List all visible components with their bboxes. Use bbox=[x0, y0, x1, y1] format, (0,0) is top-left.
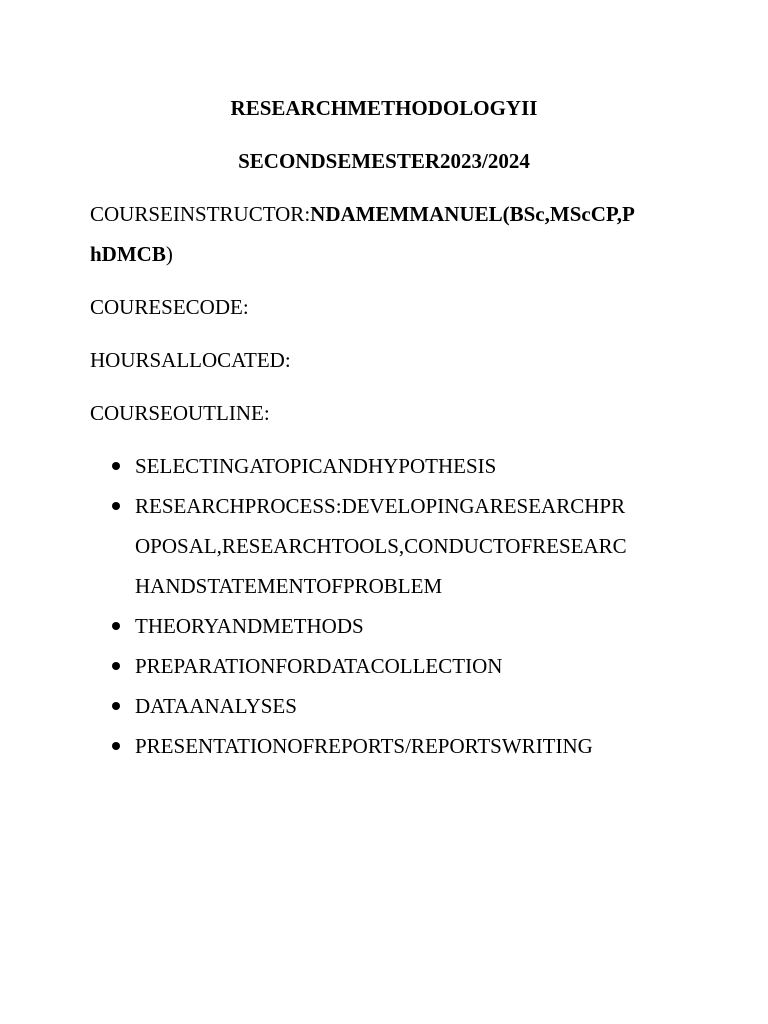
list-item-text: DATAANALYSES bbox=[135, 694, 297, 718]
course-outline-label: COURSEOUTLINE: bbox=[90, 401, 270, 425]
bullet-icon bbox=[112, 742, 120, 750]
course-instructor-name: NDAMEMMANUEL(BSc,MScCP,P bbox=[310, 202, 635, 226]
list-item-text: PRESENTATIONOFREPORTS/REPORTSWRITING bbox=[135, 734, 593, 758]
course-instructor-line bbox=[90, 202, 635, 226]
list-item-text: HANDSTATEMENTOFPROBLEM bbox=[135, 574, 443, 598]
course-instructor-line-continued bbox=[90, 242, 173, 266]
document-title: RESEARCHMETHODOLOGYII bbox=[230, 96, 538, 120]
list-item-text: OPOSAL,RESEARCHTOOLS,CONDUCTOFRESEARC bbox=[135, 534, 627, 558]
bullet-icon bbox=[112, 622, 120, 630]
bullet-icon bbox=[112, 662, 120, 670]
list-item-text: THEORYANDMETHODS bbox=[135, 614, 364, 638]
list-item-text: RESEARCHPROCESS:DEVELOPINGARESEARCHPR bbox=[135, 494, 626, 518]
semester-heading: SECONDSEMESTER2023/2024 bbox=[238, 149, 530, 173]
course-instructor-name-continued: hDMCB bbox=[90, 242, 166, 266]
bullet-icon bbox=[112, 462, 120, 470]
hours-allocated-label: HOURSALLOCATED: bbox=[90, 348, 291, 372]
course-instructor-closing: ) bbox=[165, 242, 173, 266]
list-item-text: PREPARATIONFORDATACOLLECTION bbox=[135, 654, 503, 678]
bullet-icon bbox=[112, 502, 120, 510]
course-code-label: COURESECODE: bbox=[90, 295, 249, 319]
bullet-icon bbox=[112, 702, 120, 710]
course-instructor-label: COURSEINSTRUCTOR: bbox=[90, 202, 311, 226]
list-item-text: SELECTINGATOPICANDHYPOTHESIS bbox=[135, 454, 497, 478]
